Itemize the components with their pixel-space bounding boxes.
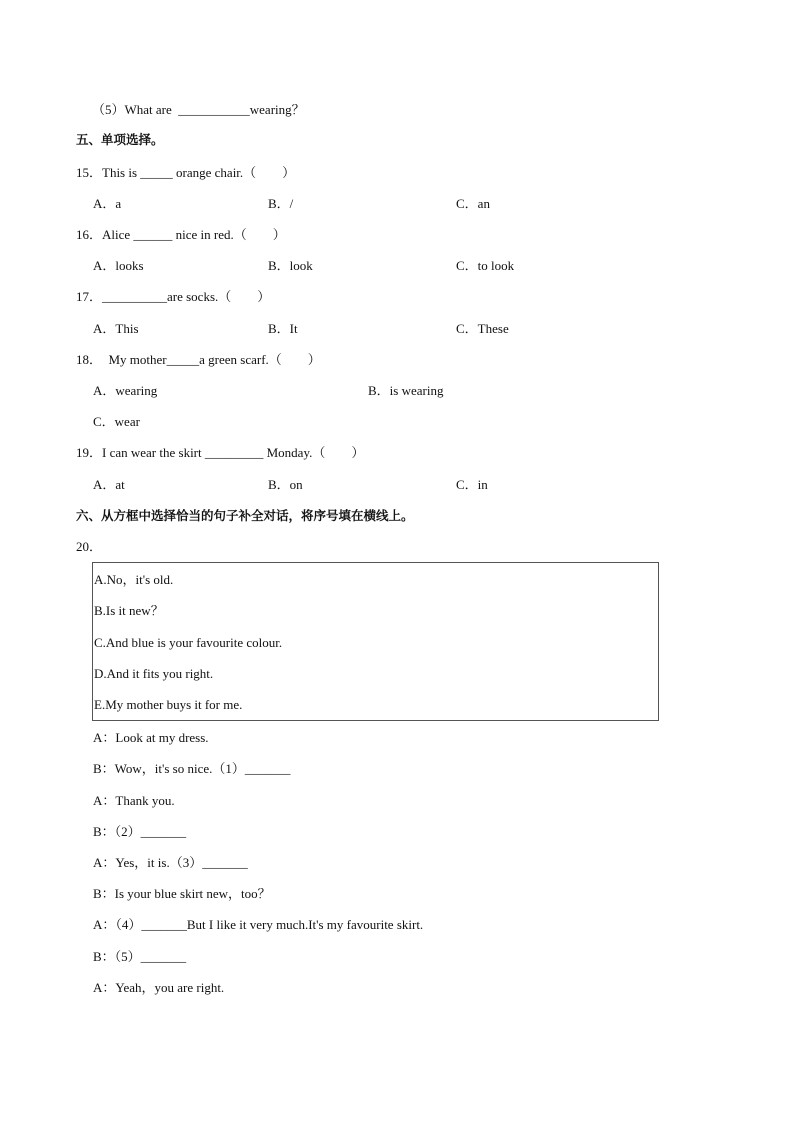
dialogue-line-6: B：Is your blue skirt new，too？ [93, 886, 271, 901]
question-19-option-a[interactable]: A．at [93, 477, 125, 492]
question-15-option-c[interactable]: C．an [456, 196, 490, 211]
question-16-stem: 16．Alice ______ nice in red.（ ） [76, 227, 286, 242]
question-15-stem: 15．This is _____ orange chair.（ ） [76, 165, 296, 180]
dialogue-line-8[interactable]: B：（5）_______ [93, 949, 187, 964]
question-19-option-c[interactable]: C．in [456, 477, 488, 492]
question-19-stem: 19．I can wear the skirt _________ Monday.（ ） [76, 445, 365, 460]
dialogue-line-3: A：Thank you. [93, 793, 175, 808]
question-18-option-c[interactable]: C．wear [93, 414, 140, 429]
question-16-option-c[interactable]: C．to look [456, 258, 515, 273]
dialogue-line-2[interactable]: B：Wow，it's so nice.（1）_______ [93, 761, 291, 776]
dialogue-line-1: A：Look at my dress. [93, 730, 209, 745]
question-17-option-b[interactable]: B．It [268, 321, 298, 336]
box-option-d: D.And it fits you right. [94, 666, 214, 681]
question-20-number: 20． [76, 539, 103, 554]
dialogue-line-7[interactable]: A：（4）_______But I like it very much.It's my favourite skirt. [93, 917, 424, 932]
question-15-option-b[interactable]: B．/ [268, 196, 294, 211]
question-18-option-b[interactable]: B．is wearing [368, 383, 444, 398]
section-6-title: 六、从方框中选择恰当的句子补全对话，将序号填在横线上。 [76, 508, 414, 523]
box-option-e: E.My mother buys it for me. [94, 697, 243, 712]
box-option-c: C.And blue is your favourite colour. [94, 635, 283, 650]
question-17-stem: 17．__________are socks.（ ） [76, 289, 271, 304]
question-17-option-c[interactable]: C．These [456, 321, 509, 336]
question-17-option-a[interactable]: A．This [93, 321, 139, 336]
dialogue-line-4[interactable]: B：（2）_______ [93, 824, 187, 839]
dialogue-line-9: A：Yeah，you are right. [93, 980, 225, 995]
question-16-option-a[interactable]: A．looks [93, 258, 144, 273]
question-18-option-a[interactable]: A．wearing [93, 383, 158, 398]
question-15-option-a[interactable]: A．a [93, 196, 122, 211]
question-19-option-b[interactable]: B．on [268, 477, 303, 492]
question-18-stem: 18． My mother_____a green scarf.（ ） [76, 352, 321, 367]
dialogue-line-5[interactable]: A：Yes，it is.（3）_______ [93, 855, 248, 870]
box-option-a: A.No，it's old. [94, 572, 174, 587]
section-5-title: 五、单项选择。 [76, 132, 164, 147]
fill-blank-item-5: （5）What are ___________wearing？ [92, 102, 305, 117]
box-option-b: B.Is it new？ [94, 603, 164, 618]
question-16-option-b[interactable]: B．look [268, 258, 313, 273]
